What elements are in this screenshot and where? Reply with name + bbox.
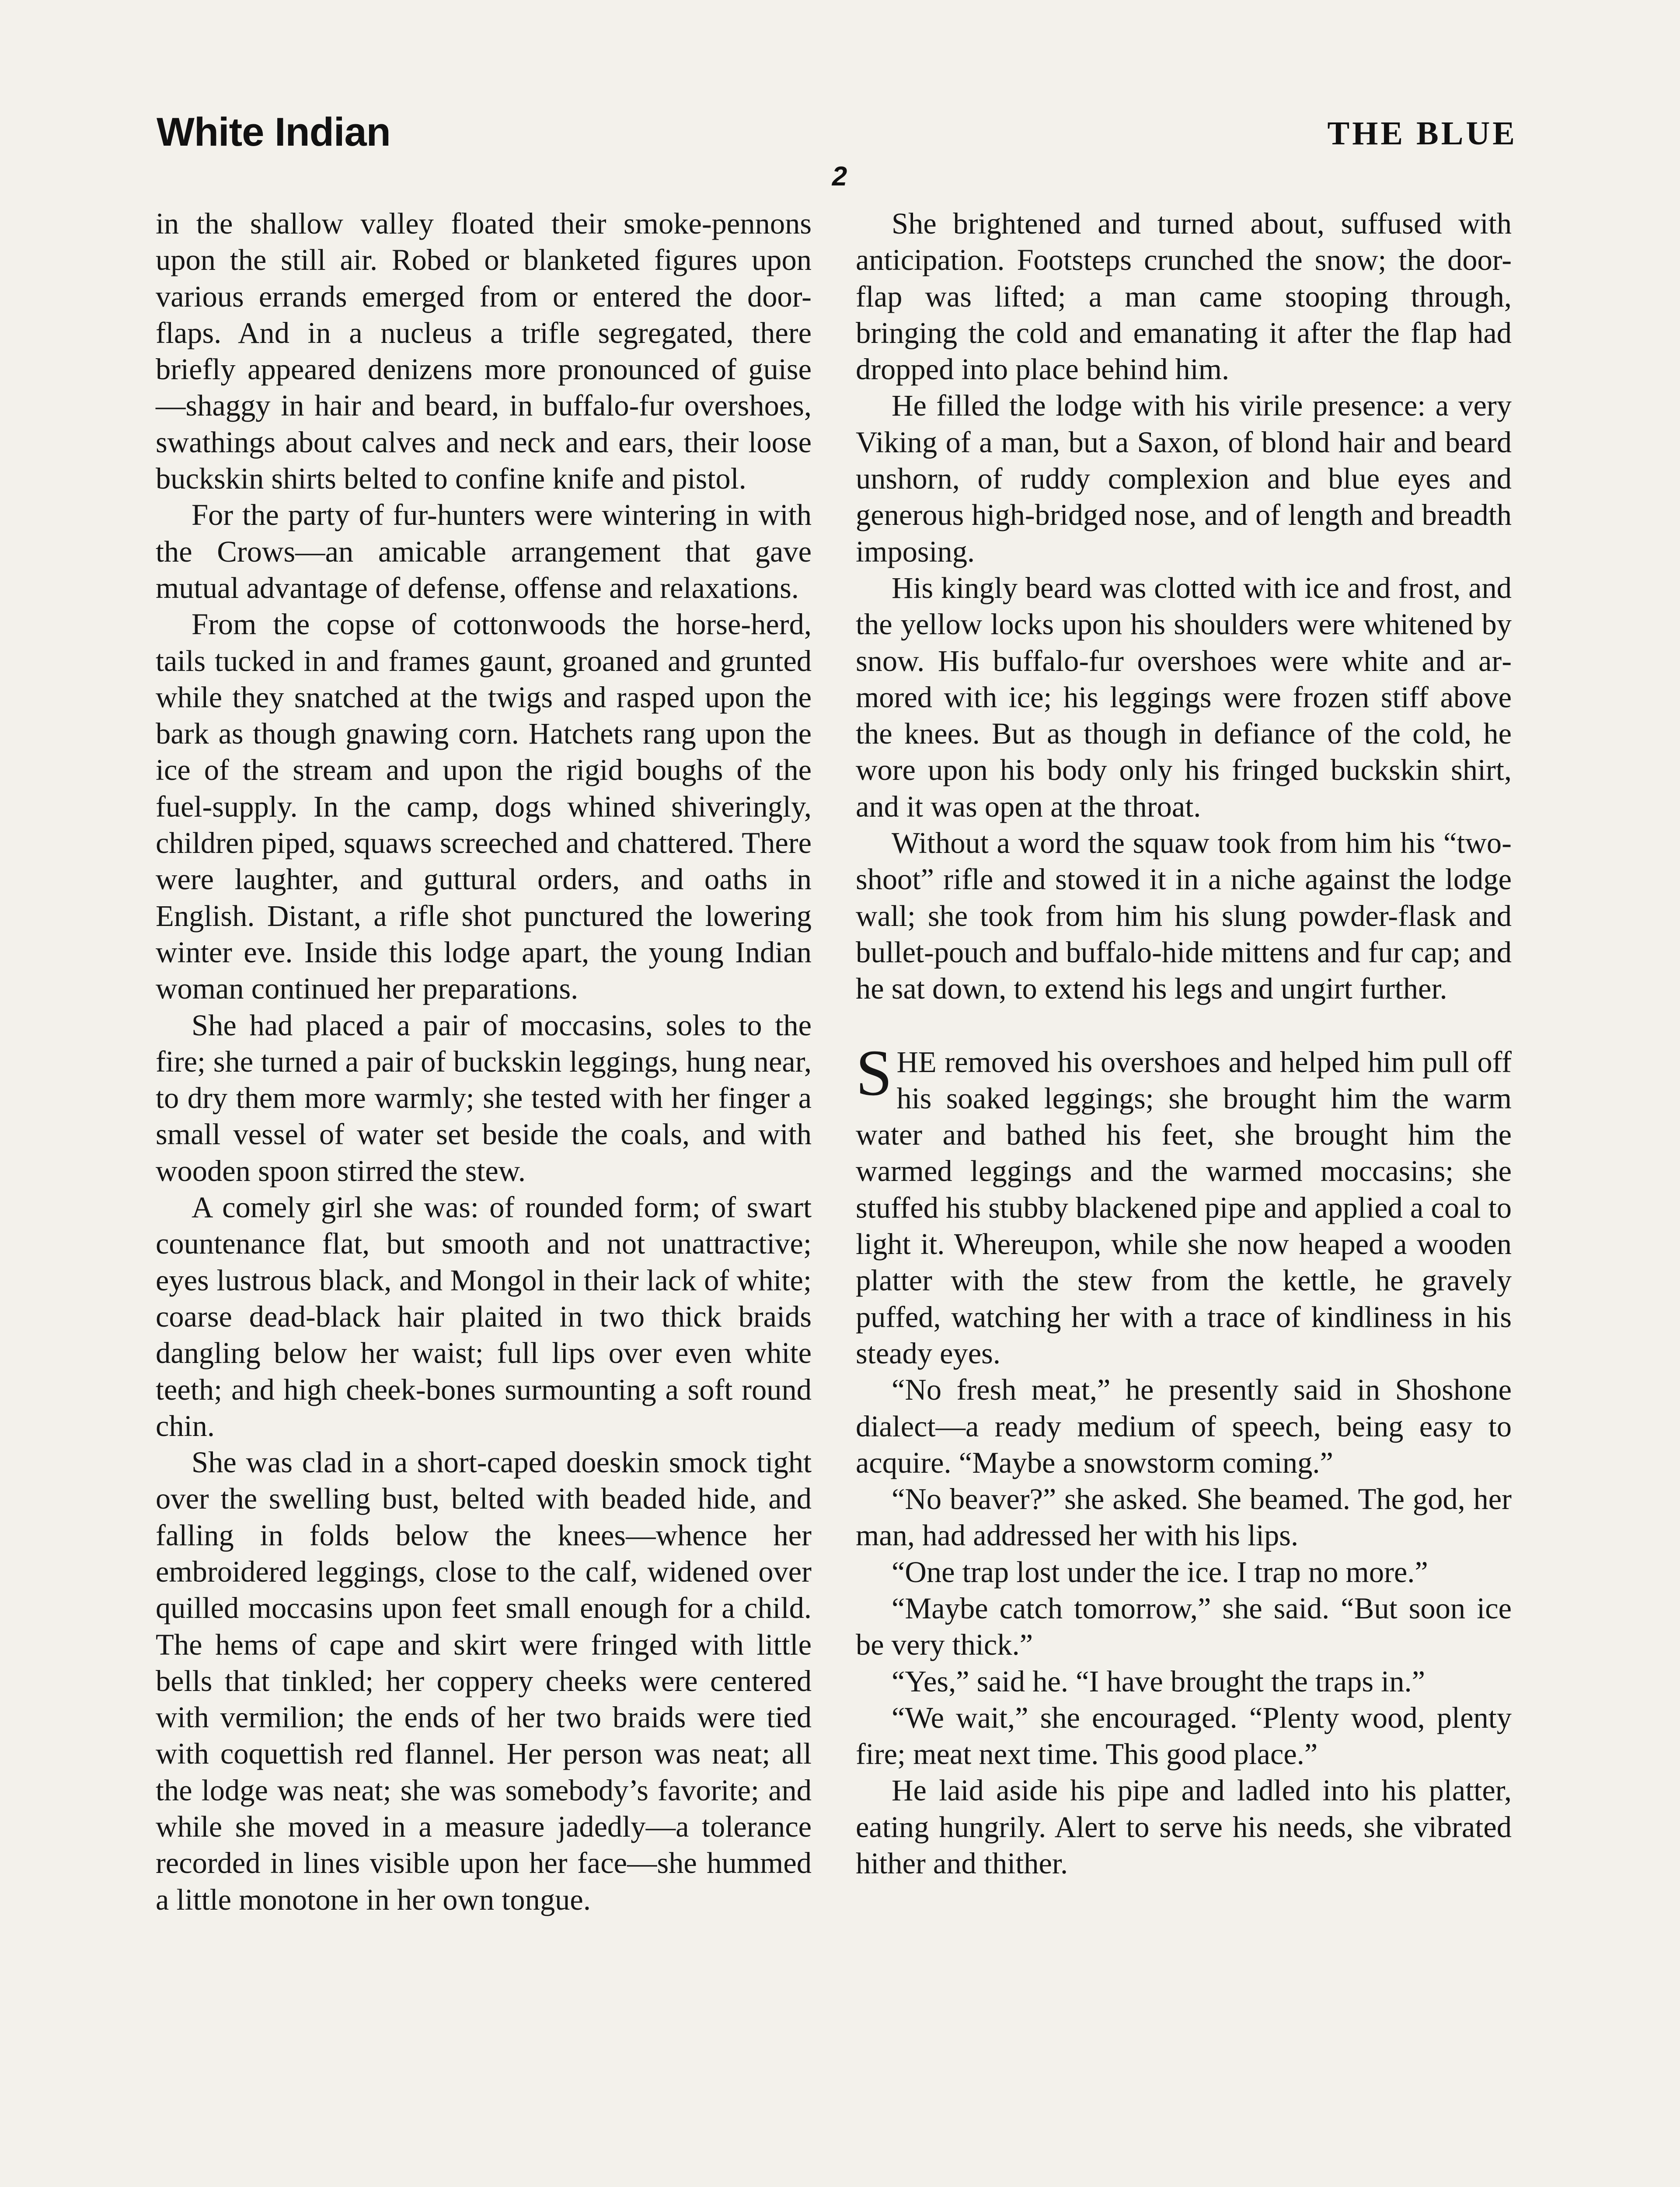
paragraph: “Maybe catch tomorrow,” she said. “But soon ice be very thick.” (856, 1591, 1512, 1662)
paragraph: A comely girl she was: of rounded form; of swart countenance flat, but smooth and not unattractive; eyes lustrous black, and Mongol in their lack of white; coarse dead-black hair plaited in two thick braids dangling below her waist; full lips over even white teeth; and high cheek-bones surmounting a soft round chin. (156, 1191, 812, 1443)
paragraph: “One trap lost under the ice. I trap no more.” (892, 1555, 1428, 1589)
left-text-column (156, 206, 812, 1918)
paragraph: Without a word the squaw took from him his “two-shoot” rifle and stowed it in a niche against the lodge wall; she took from him his slung powder-flask and bullet-pouch and buffalo-hide mittens and fur cap; and he sat down, to extend his legs and ungirt further. (856, 826, 1512, 1006)
section-opening-paragraph (856, 1036, 1512, 1372)
paragraph: His kingly beard was clotted with ice and frost, and the yellow locks upon his shoulders were whitened by snow. His buffalo-fur overshoes were white and armored with ice; his leggings were frozen stiff above the knees. But as though in defiance of the cold, he wore upon his body only his fringed buckskin shirt, and it was open at the throat. (856, 571, 1512, 823)
paragraph: “Yes,” said he. “I have brought the traps in.” (892, 1664, 1425, 1698)
drop-cap: S (856, 1036, 892, 1109)
story-title: White Indian (157, 110, 390, 154)
section-opening-text: HE removed his overshoes and helped him pull off his soaked leggings; she brought him the warm water and bathed his feet, she brought him the warmed leggings and the warmed moccasins; she stuffed his stubby blackened pipe and applied a coal to light it. Whereupon, while she now heaped a wooden platter with the stew from the kettle, he gravely puffed, watching her with a trace of kindliness in his steady eyes. (856, 1045, 1512, 1370)
paragraph: She had placed a pair of moccasins, soles to the fire; she turned a pair of buckskin leggings, hung near, to dry them more warmly; she tested with her finger a small vessel of water set beside the coals, and with wooden spoon stirred the stew. (156, 1008, 812, 1188)
paragraph: He laid aside his pipe and ladled into his platter, eating hungrily. Alert to serve his needs, she vibrated hither and thither. (856, 1774, 1512, 1880)
page-number: 2 (832, 161, 847, 192)
paragraph: She brightened and turned about, suffused with anticipation. Footsteps crunched the snow; the door-flap was lifted; a man came stooping through, bringing the cold and emanating it after the flap had dropped into place behind him. (856, 207, 1512, 386)
paragraph: “No beaver?” she asked. She beamed. The god, her man, had addressed her with his lips. (856, 1482, 1512, 1552)
paragraph: He filled the lodge with his virile presence: a very Viking of a man, but a Saxon, of blond hair and beard unshorn, of ruddy complexion and blue eyes and generous high-bridged nose, and of length and breadth imposing. (856, 389, 1512, 568)
right-text-column (856, 206, 1512, 1882)
paragraph: She was clad in a short-caped doeskin smock tight over the swelling bust, belted with beaded hide, and falling in folds below the knees—whence her embroidered leggings, close to the calf, widened over quilled moccasins upon feet small enough for a child. The hems of cape and skirt were fringed with little bells that tinkled; her coppery cheeks were centered with vermilion; the ends of her two braids were tied with coquettish red flannel. Her person was neat; all the lodge was neat; she was somebody’s favorite; and while she moved in a measure jadedly—a tolerance recorded in lines visible upon her face—she hummed a little monotone in her own tongue. (156, 1446, 812, 1916)
paragraph: From the copse of cottonwoods the horse-herd, tails tucked in and frames gaunt, groaned and grunted while they snatched at the twigs and rasped upon the bark as though gnawing corn. Hatchets rang upon the ice of the stream and upon the rigid boughs of the fuel-supply. In the camp, dogs whined shiveringly, children piped, squaws screeched and chattered. There were laughter, and guttural orders, and oaths in English. Distant, a rifle shot punctured the lowering winter eve. Inside this lodge apart, the young Indian woman continued her preparations. (156, 608, 812, 1006)
section-break (856, 1007, 1512, 1044)
paragraph: For the party of fur-hunters were wintering in with the Crows—an amicable arrangement that gave mutual advantage of defense, offense and relaxations. (156, 498, 812, 604)
paragraph: in the shallow valley floated their smoke-pennons upon the still air. Robed or blanketed figures upon various errands emerged from or entered the door-flaps. And in a nucleus a trifle segregated, there briefly appeared denizens more pronounced of guise—shaggy in hair and beard, in buffalo-fur overshoes, swathings about calves and neck and ears, their loose buckskin shirts belted to confine knife and pistol. (156, 207, 812, 496)
magazine-name: THE BLUE (1327, 115, 1517, 152)
paragraph: “We wait,” she encouraged. “Plenty wood, plenty fire; meat next time. This good place.” (856, 1701, 1512, 1771)
paragraph: “No fresh meat,” he presently said in Shoshone dialect—a ready medium of speech, being easy to acquire. “Maybe a snowstorm coming.” (856, 1373, 1512, 1479)
